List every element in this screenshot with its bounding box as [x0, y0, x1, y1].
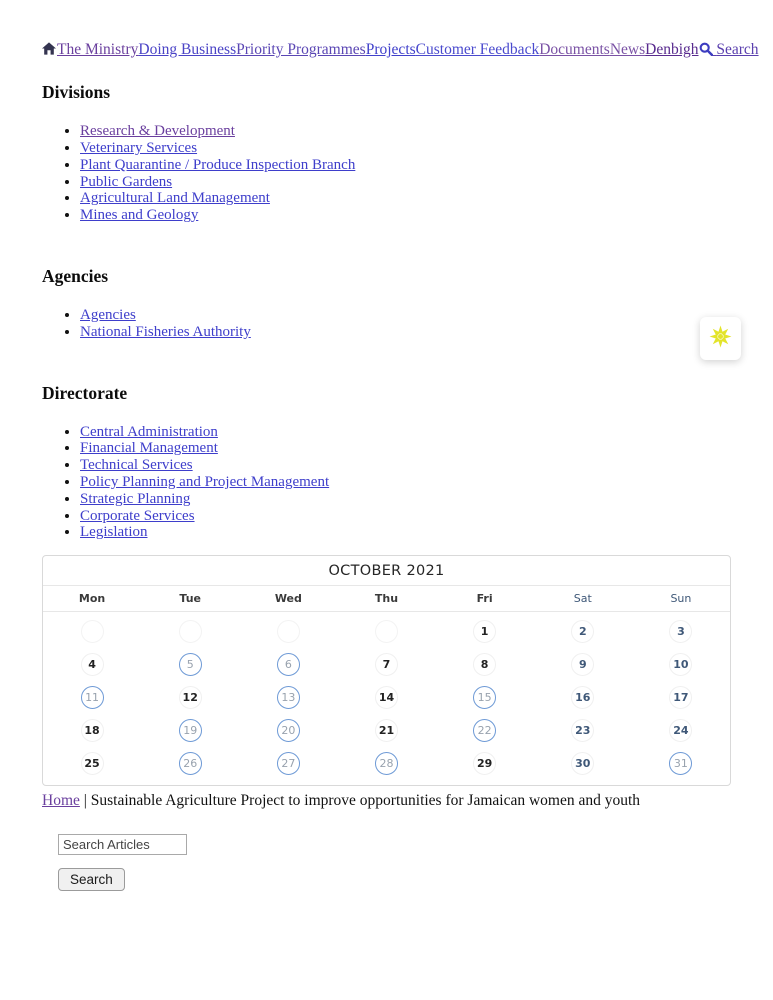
calendar-empty-cell — [375, 620, 398, 643]
calendar-day-7: 7 — [375, 653, 398, 676]
calendar-day-18: 18 — [81, 719, 104, 742]
search-articles-button[interactable]: Search — [58, 868, 125, 891]
nav-link-doing-business[interactable]: Doing Business — [138, 41, 237, 58]
nav-link-the-ministry[interactable]: The Ministry — [57, 41, 139, 58]
calendar-day-30: 30 — [571, 752, 594, 775]
link-technical-services[interactable]: Technical Services — [80, 457, 193, 474]
section-heading-agencies: Agencies — [42, 266, 109, 287]
link-policy-planning-and-project-management[interactable]: Policy Planning and Project Management — [80, 474, 330, 491]
calendar-day-25: 25 — [81, 752, 104, 775]
breadcrumb-home-link[interactable]: Home — [42, 792, 80, 810]
nav-search-link[interactable] — [699, 41, 759, 58]
calendar-day-header-mon: Mon — [78, 592, 106, 606]
calendar-day-22[interactable]: 22 — [473, 719, 496, 742]
breadcrumb — [42, 792, 731, 810]
section-list-directorate — [42, 424, 731, 542]
link-plant-quarantine-produce-inspection-branch[interactable]: Plant Quarantine / Produce Inspection Branch — [80, 156, 356, 173]
list-item — [80, 140, 731, 157]
calendar-day-31[interactable]: 31 — [669, 752, 692, 775]
link-national-fisheries-authority[interactable]: National Fisheries Authority — [80, 323, 251, 340]
home-link[interactable] — [42, 41, 56, 58]
section-heading-divisions: Divisions — [42, 82, 111, 103]
list-item — [80, 508, 731, 525]
link-agencies[interactable]: Agencies — [80, 307, 136, 324]
calendar-day-16: 16 — [571, 686, 594, 709]
asterisk-icon — [707, 323, 734, 355]
calendar-day-24: 24 — [669, 719, 692, 742]
link-strategic-planning[interactable]: Strategic Planning — [80, 490, 191, 507]
link-research-development[interactable]: Research & Development — [80, 123, 235, 140]
calendar-day-header-fri: Fri — [476, 592, 493, 606]
search-articles-input[interactable] — [58, 834, 187, 855]
calendar-day-27[interactable]: 27 — [277, 752, 300, 775]
link-corporate-services[interactable]: Corporate Services — [80, 507, 195, 524]
calendar-day-6[interactable]: 6 — [277, 653, 300, 676]
calendar-day-21: 21 — [375, 719, 398, 742]
breadcrumb-page-title: Sustainable Agriculture Project to improve opportunities for Jamaican women and youth — [90, 792, 641, 810]
calendar-day-8: 8 — [473, 653, 496, 676]
nav-links — [57, 41, 699, 58]
list-item — [80, 491, 731, 508]
calendar-day-9: 9 — [571, 653, 594, 676]
nav-link-documents[interactable]: Documents — [539, 41, 610, 58]
calendar-day-10: 10 — [669, 653, 692, 676]
nav-link-customer-feedback[interactable]: Customer Feedback — [415, 41, 540, 58]
list-item — [80, 424, 731, 441]
calendar-day-28[interactable]: 28 — [375, 752, 398, 775]
nav-link-denbigh[interactable]: Denbigh — [645, 41, 699, 58]
calendar-day-20[interactable]: 20 — [277, 719, 300, 742]
calendar-day-header-wed: Wed — [274, 592, 302, 606]
calendar-week-row — [43, 648, 730, 681]
sections — [42, 82, 731, 541]
list-item — [80, 190, 731, 207]
calendar-day-26[interactable]: 26 — [179, 752, 202, 775]
section-list-divisions — [42, 123, 731, 224]
link-central-administration[interactable]: Central Administration — [80, 423, 218, 440]
calendar-day-19[interactable]: 19 — [179, 719, 202, 742]
calendar-day-header-sat: Sat — [573, 592, 592, 606]
section-heading-directorate: Directorate — [42, 382, 128, 403]
list-item — [80, 207, 731, 224]
calendar-empty-cell — [179, 620, 202, 643]
list-item — [80, 324, 731, 341]
calendar-day-1: 1 — [473, 620, 496, 643]
search-icon — [699, 41, 713, 58]
calendar-day-header-thu: Thu — [374, 592, 399, 606]
calendar-empty-cell — [81, 620, 104, 643]
calendar-week-row — [43, 747, 730, 780]
calendar-day-4: 4 — [81, 653, 104, 676]
calendar-week-row — [43, 714, 730, 747]
calendar-day-headers — [43, 586, 730, 612]
list-item — [80, 123, 731, 140]
floating-widget[interactable] — [700, 317, 741, 360]
breadcrumb-separator: | — [79, 792, 91, 810]
nav-search-label: Search — [716, 41, 759, 58]
calendar-empty-cell — [277, 620, 300, 643]
link-legislation[interactable]: Legislation — [80, 524, 148, 541]
list-item — [80, 440, 731, 457]
link-veterinary-services[interactable]: Veterinary Services — [80, 140, 198, 157]
list-item — [80, 457, 731, 474]
link-public-gardens[interactable]: Public Gardens — [80, 173, 173, 190]
calendar-week-row — [43, 615, 730, 648]
list-item — [80, 174, 731, 191]
calendar-day-23: 23 — [571, 719, 594, 742]
calendar-day-29: 29 — [473, 752, 496, 775]
list-item — [80, 307, 731, 324]
calendar-day-header-tue: Tue — [179, 592, 201, 606]
list-item — [80, 157, 731, 174]
calendar-weeks — [43, 612, 730, 785]
calendar-day-14: 14 — [375, 686, 398, 709]
calendar-day-17: 17 — [669, 686, 692, 709]
calendar-day-13[interactable]: 13 — [277, 686, 300, 709]
calendar-week-row — [43, 681, 730, 714]
link-financial-management[interactable]: Financial Management — [80, 440, 218, 457]
calendar-month-title: OCTOBER 2021 — [43, 556, 730, 586]
list-item — [80, 524, 731, 541]
home-icon — [42, 41, 56, 58]
article-search — [42, 834, 731, 891]
calendar-day-5[interactable]: 5 — [179, 653, 202, 676]
top-nav — [42, 41, 759, 58]
calendar-day-12: 12 — [179, 686, 202, 709]
calendar-day-header-sun: Sun — [670, 592, 692, 606]
events-calendar — [42, 555, 731, 786]
calendar-day-2: 2 — [571, 620, 594, 643]
nav-link-priority-programmes[interactable]: Priority Programmes — [236, 41, 366, 58]
calendar-day-3: 3 — [669, 620, 692, 643]
section-list-agencies — [42, 307, 731, 341]
nav-link-news[interactable]: News — [609, 41, 646, 58]
nav-link-projects[interactable]: Projects — [365, 41, 416, 58]
calendar-day-15[interactable]: 15 — [473, 686, 496, 709]
list-item — [80, 474, 731, 491]
calendar-day-11[interactable]: 11 — [81, 686, 104, 709]
link-agricultural-land-management[interactable]: Agricultural Land Management — [80, 190, 270, 207]
link-mines-and-geology[interactable]: Mines and Geology — [80, 207, 199, 224]
